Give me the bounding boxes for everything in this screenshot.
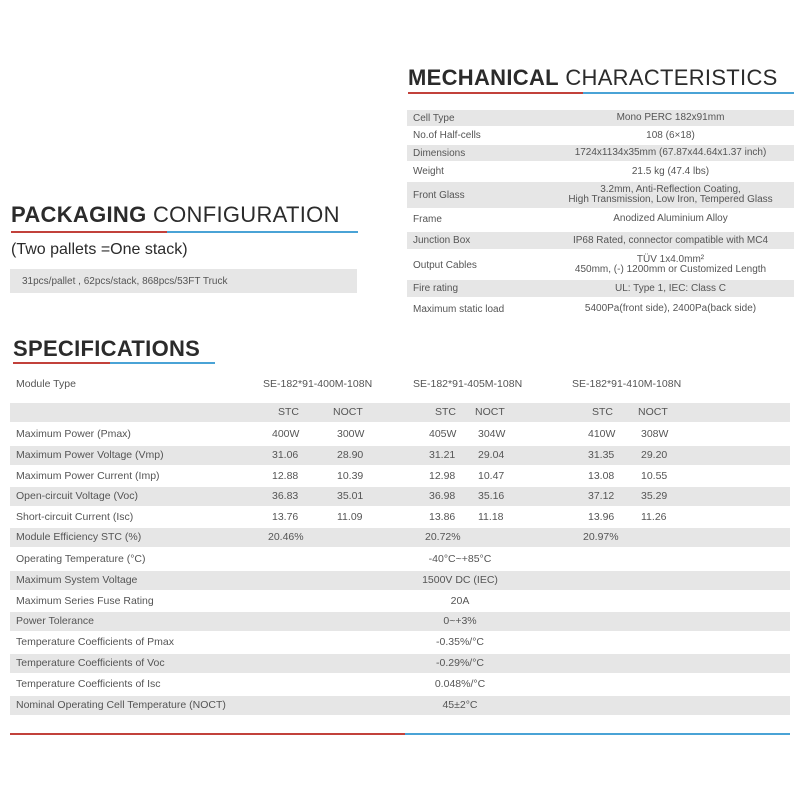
spec-value: 304W — [478, 428, 506, 440]
mech-label: Junction Box — [413, 235, 471, 246]
spec-label: Temperature Coefficients of Isc — [16, 678, 161, 690]
spec-label: Module Type — [16, 378, 76, 390]
spec-value: 300W — [337, 428, 365, 440]
spec-value: 13.76 — [272, 511, 299, 523]
spec-value: 35.16 — [478, 490, 505, 502]
mech-row-cell-type — [407, 110, 794, 126]
mechanical-title-bold: MECHANICAL — [408, 65, 559, 90]
spec-label: Nominal Operating Cell Temperature (NOCT) — [16, 699, 226, 711]
mech-value-line2: High Transmission, Low Iron, Tempered Glass — [568, 194, 773, 205]
mech-label: Front Glass — [413, 189, 465, 201]
mechanical-underline-blue — [583, 92, 794, 94]
spec-row-module-type — [10, 375, 790, 394]
spec-row-noct — [10, 696, 790, 715]
mech-row-fire-rating — [407, 280, 794, 297]
spec-label: Power Tolerance — [16, 615, 95, 627]
specifications-heading — [13, 336, 200, 362]
spec-row-isc — [10, 508, 790, 527]
spec-value: 31.35 — [588, 449, 615, 461]
spec-value: 35.01 — [337, 490, 364, 502]
model-name: SE-182*91-405M-108N — [413, 378, 523, 390]
spec-value: 31.21 — [429, 449, 456, 461]
mech-value: Anodized Aluminium Alloy — [613, 213, 728, 224]
mech-value: 1724x1134x35mm (67.87x44.64x1.37 inch) — [574, 147, 767, 158]
spec-label: Operating Temperature (°C) — [16, 553, 146, 565]
spec-value: 45±2°C — [442, 699, 478, 711]
spec-value: 11.26 — [641, 511, 667, 523]
mech-row-static-load — [407, 299, 794, 319]
mech-value — [547, 185, 794, 205]
specifications-title: SPECIFICATIONS — [13, 336, 201, 361]
mech-label: Dimensions — [413, 147, 466, 159]
spec-row-operating-temp — [10, 550, 790, 569]
spec-label: Temperature Coefficients of Pmax — [16, 636, 174, 648]
spec-row-coeff-pmax — [10, 633, 790, 652]
mech-value: 5400Pa(front side), 2400Pa(back side) — [584, 303, 757, 314]
mech-label: Cell Type — [413, 112, 455, 124]
footer-line-red — [10, 733, 405, 735]
mech-row-half-cells — [407, 127, 794, 144]
spec-value: 10.39 — [337, 470, 364, 482]
mech-value-line1: TÜV 1x4.0mm² — [636, 254, 705, 265]
spec-value: 1500V DC (IEC) — [422, 574, 498, 586]
spec-value: 37.12 — [588, 490, 615, 502]
mechanical-heading — [408, 65, 778, 91]
packaging-title-bold: PACKAGING — [11, 202, 147, 227]
spec-value: 10.47 — [478, 470, 505, 482]
model-name: SE-182*91-400M-108N — [263, 378, 373, 390]
packaging-heading — [11, 202, 340, 228]
spec-value: 308W — [641, 428, 669, 440]
spec-row-coeff-isc — [10, 675, 790, 694]
spec-label: Maximum Power (Pmax) — [16, 428, 131, 440]
spec-value: 36.83 — [272, 490, 299, 502]
spec-value: 10.55 — [641, 470, 668, 482]
mech-label: Output Cables — [413, 259, 477, 271]
spec-value: 13.86 — [429, 511, 456, 523]
spec-row-voc — [10, 487, 790, 506]
mech-value: IP68 Rated, connector compatible with MC4 — [572, 234, 769, 246]
model-name: SE-182*91-410M-108N — [572, 378, 682, 390]
packaging-subtitle: (Two pallets =One stack) — [11, 241, 188, 258]
spec-value: -40°C~+85°C — [428, 553, 492, 565]
stc-header: STC — [278, 406, 299, 418]
spec-label: Maximum Power Voltage (Vmp) — [16, 449, 164, 461]
spec-label: Temperature Coefficients of Voc — [16, 657, 165, 669]
mech-row-dimensions — [407, 145, 794, 161]
spec-label: Open-circuit Voltage (Voc) — [16, 490, 138, 502]
mech-value: 21.5 kg (47.4 lbs) — [631, 165, 710, 177]
noct-header: NOCT — [638, 406, 668, 418]
mech-value — [547, 255, 794, 275]
spec-label: Short-circuit Current (Isc) — [16, 511, 134, 523]
specifications-underline-blue — [110, 362, 215, 364]
spec-row-stc-noct-header — [10, 403, 790, 422]
spec-value: 11.09 — [337, 511, 363, 523]
spec-row-fuse-rating — [10, 592, 790, 611]
mech-value-line2: 450mm, (-) 1200mm or Customized Length — [574, 264, 767, 275]
stc-header: STC — [592, 406, 613, 418]
spec-row-efficiency — [10, 528, 790, 547]
spec-value: 12.98 — [429, 470, 456, 482]
mech-label: No.of Half-cells — [413, 130, 481, 141]
footer-line-blue — [405, 733, 790, 735]
mech-label: Frame — [413, 213, 442, 225]
spec-value: -0.35%/°C — [436, 636, 484, 648]
specifications-underline-red — [13, 362, 110, 364]
spec-label: Maximum Power Current (Imp) — [16, 470, 160, 482]
packaging-underline-blue — [167, 231, 358, 233]
spec-row-coeff-voc — [10, 654, 790, 673]
spec-value: 28.90 — [337, 449, 364, 461]
mech-value: UL: Type 1, IEC: Class C — [615, 282, 726, 294]
mech-value: Mono PERC 182x91mm — [616, 112, 725, 123]
spec-value: 0.048%/°C — [434, 678, 486, 690]
spec-value: 36.98 — [429, 490, 456, 502]
stc-header: STC — [435, 406, 456, 418]
spec-value: 20.46% — [268, 531, 304, 543]
spec-label: Maximum Series Fuse Rating — [16, 595, 154, 607]
packaging-underline-red — [11, 231, 167, 233]
spec-row-power-tolerance — [10, 612, 790, 631]
mech-label: Weight — [413, 166, 444, 177]
noct-header: NOCT — [333, 406, 363, 418]
mech-value-line1: 3.2mm, Anti-Reflection Coating, — [600, 184, 741, 195]
spec-value: 20.72% — [425, 531, 461, 543]
mech-row-weight — [407, 162, 794, 181]
mech-label: Fire rating — [413, 283, 459, 294]
spec-row-system-voltage — [10, 571, 790, 590]
spec-value: 400W — [272, 428, 300, 440]
mech-row-junction-box — [407, 232, 794, 249]
noct-header: NOCT — [475, 406, 505, 418]
spec-value: 31.06 — [272, 449, 299, 461]
spec-row-pmax — [10, 425, 790, 444]
spec-label: Maximum System Voltage — [16, 574, 138, 586]
spec-value: 20.97% — [583, 531, 619, 543]
spec-value: 13.08 — [588, 470, 615, 482]
spec-value: 0~+3% — [443, 615, 477, 627]
mech-row-output-cables — [407, 251, 794, 279]
spec-row-imp — [10, 467, 790, 486]
spec-value: 11.18 — [478, 511, 504, 523]
mech-value: 108 (6×18) — [646, 129, 695, 141]
spec-value: 29.04 — [478, 449, 505, 461]
spec-value: 35.29 — [641, 490, 668, 502]
packaging-detail: 31pcs/pallet , 62pcs/stack, 868pcs/53FT Truck — [10, 269, 357, 293]
spec-value: 20A — [450, 595, 470, 607]
mech-label: Maximum static load — [413, 303, 505, 315]
mech-row-front-glass — [407, 182, 794, 208]
spec-row-vmp — [10, 446, 790, 465]
spec-value: 13.96 — [588, 511, 615, 523]
spec-value: -0.29%/°C — [436, 657, 484, 669]
mechanical-underline-red — [408, 92, 583, 94]
mechanical-title-light: CHARACTERISTICS — [565, 65, 778, 90]
spec-value: 29.20 — [641, 449, 668, 461]
spec-value: 12.88 — [272, 470, 299, 482]
mech-row-frame — [407, 209, 794, 229]
packaging-title-light: CONFIGURATION — [152, 202, 340, 227]
spec-value: 405W — [429, 428, 457, 440]
spec-value: 410W — [588, 428, 616, 440]
spec-label: Module Efficiency STC (%) — [16, 531, 142, 543]
